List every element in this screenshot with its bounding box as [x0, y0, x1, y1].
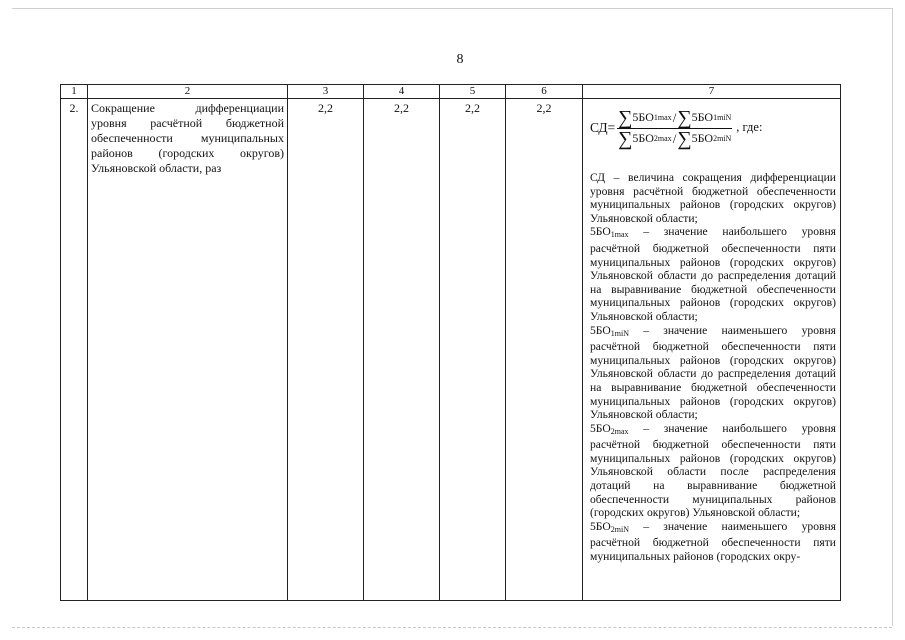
definition-sd: [590, 171, 836, 225]
page-edge-right: [892, 8, 893, 626]
formula-lhs: СД=: [590, 120, 616, 136]
indicator-table: [60, 84, 841, 601]
formula-denominator: [617, 127, 732, 150]
definition-5bo-2max: [590, 422, 836, 520]
formula-slash: /: [672, 109, 677, 125]
definition-symbol: 5БО: [590, 323, 611, 337]
indicator-value-col6: 2,2: [506, 99, 583, 601]
definition-symbol: СД: [590, 171, 606, 184]
indicator-value-col5: 2,2: [440, 99, 506, 601]
definition-5bo-2min: [590, 520, 836, 564]
formula-numerator: [617, 106, 732, 129]
definition-subscript: 1miN: [610, 328, 629, 338]
definition-subscript: 2miN: [610, 524, 629, 534]
row-number: 2.: [61, 99, 88, 601]
formula-term: 5БО: [632, 109, 654, 124]
definition-5bo-1min: [590, 324, 836, 422]
indicator-name: Сокращение дифференциации уровня расчётной бюджетной обеспеченности муниципальных районов (городских округов) Ульяновской области, раз: [88, 99, 288, 601]
page-number: 8: [456, 52, 464, 67]
column-number-2: 2: [88, 85, 288, 99]
column-number-1: 1: [61, 85, 88, 99]
column-number-4: 4: [364, 85, 440, 99]
table-row: [61, 99, 841, 601]
column-number-6: 6: [506, 85, 583, 99]
page-edge-bottom: [12, 627, 892, 628]
page-edge-top: [12, 8, 892, 9]
formula-fraction: [617, 106, 732, 150]
sum-sign: ∑: [618, 127, 633, 150]
column-number-7: 7: [583, 85, 841, 99]
definition-5bo-1max: [590, 225, 836, 323]
formula: [590, 105, 836, 151]
definition-text: – величина сокращения дифференциации уровня расчётной бюджетной обеспеченности муниципальных районов (городских округов) Ульяновской области;: [590, 171, 836, 225]
sum-sign: ∑: [677, 106, 692, 129]
column-number-3: 3: [288, 85, 364, 99]
formula-subscript: 1miN: [713, 112, 732, 122]
indicator-value-col3: 2,2: [288, 99, 364, 601]
formula-term: 5БО: [691, 109, 714, 124]
formula-subscript: 2miN: [713, 133, 732, 143]
fraction-bar: [617, 128, 732, 129]
definition-text: – значение наибольшего уровня расчётной бюджетной обеспеченности пяти муниципальных районов (городских округов) Ульяновской области до распределения дотаций на выравнивание бюджетной обеспеченности муниципальных районов (городских округов) Ульяновской области;: [590, 225, 836, 323]
definition-text: – значение наибольшего уровня расчётной бюджетной обеспеченности пяти муниципальных районов (городских округов) Ульяновской области после распределения дотаций на выравнивание бюджетной обеспеченности муниципальных районов (городских округов) Ульяновской области;: [590, 421, 836, 520]
column-number-5: 5: [440, 85, 506, 99]
formula-term: 5БО: [632, 130, 654, 145]
sum-sign: ∑: [677, 127, 692, 150]
definition-symbol: 5БО: [590, 225, 611, 239]
indicator-value-col4: 2,2: [364, 99, 440, 601]
formula-subscript: 2max: [653, 133, 672, 143]
column-number-row: [61, 85, 841, 99]
formula-subscript: 1max: [653, 112, 672, 122]
definition-text: – значение наименьшего уровня расчётной бюджетной обеспеченности пяти муниципальных районов (городских округов) Ульяновской области до распределения дотаций на выравнивание бюджетной обеспеченности муниципальных районов (городских округов) Ульяновской области;: [590, 323, 836, 422]
definition-symbol: 5БО: [590, 421, 611, 435]
formula-term: 5БО: [691, 130, 714, 145]
definition-symbol: 5БО: [590, 519, 611, 533]
definition-subscript: 2max: [610, 426, 629, 436]
calculation-method-cell: [583, 99, 841, 601]
formula-suffix: , где:: [736, 120, 763, 135]
definition-text: – значение наименьшего уровня расчётной бюджетной обеспеченности пяти муниципальных районов (городских окру-: [590, 519, 836, 564]
formula-slash: /: [672, 130, 677, 146]
sum-sign: ∑: [618, 106, 633, 129]
definition-subscript: 1max: [610, 230, 629, 240]
